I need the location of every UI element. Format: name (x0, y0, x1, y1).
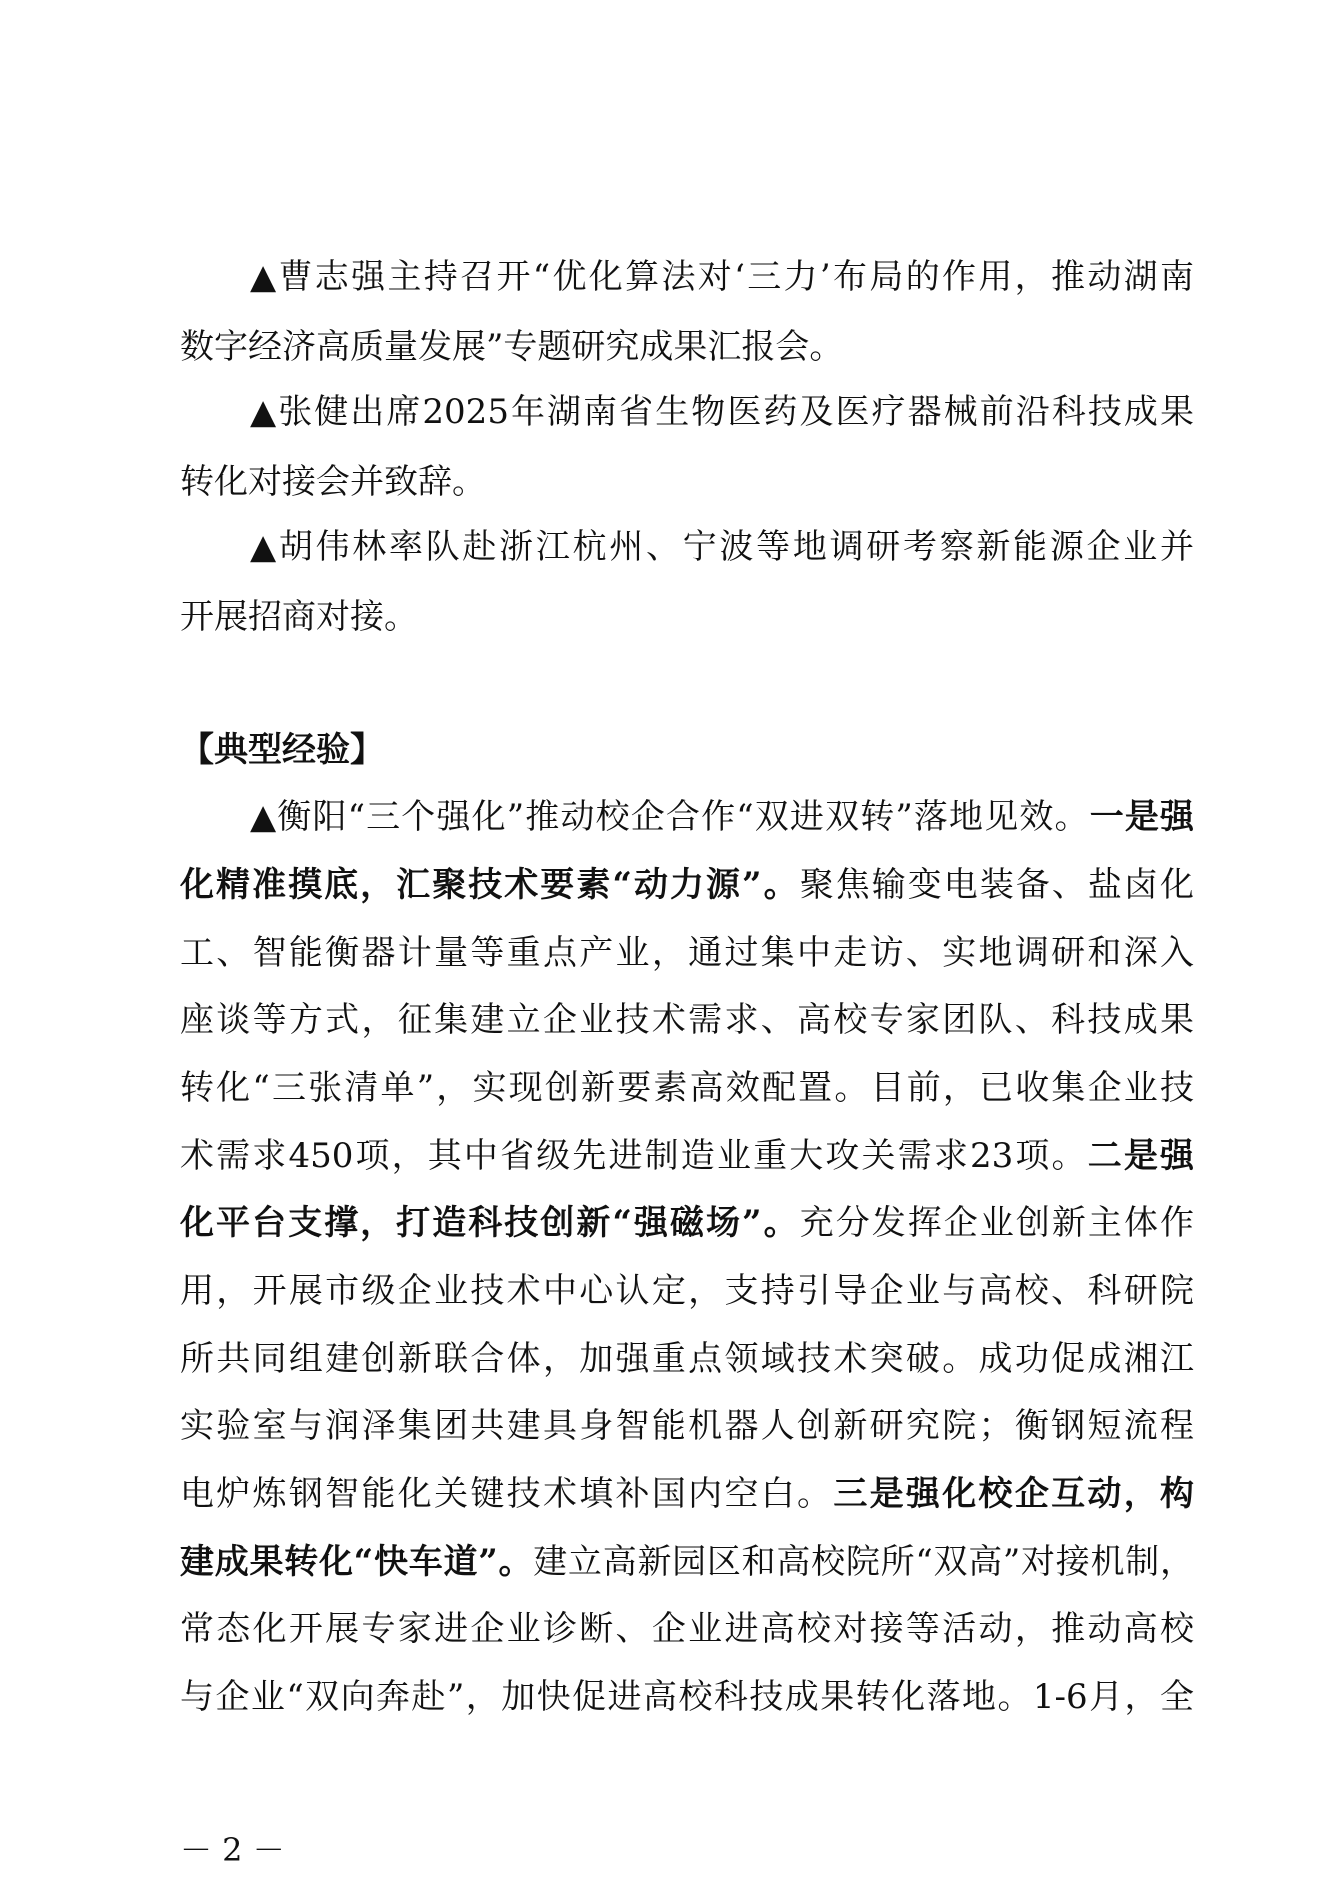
page-number: － 2 － (180, 1831, 285, 1869)
activity-3-line-2: 开展招商对接。 (180, 597, 418, 637)
paragraph-text: ▲衡阳“三个强化”推动校企合作“双进双转”落地见效。 (250, 797, 1090, 837)
paragraph-bold-text: 化平台支撑，打造科技创新“强磁场”。 (180, 1203, 800, 1243)
activity-2-line-1: ▲张健出席2025年湖南省生物医药及医疗器械前沿科技成果 (250, 392, 1194, 432)
activity-2-line-2: 转化对接会并致辞。 (180, 462, 486, 502)
paragraph-line-3: 工、智能衡器计量等重点产业，通过集中走访、实地调研和深入 (180, 933, 1194, 973)
paragraph-line-8: 用，开展市级企业技术中心认定，支持引导企业与高校、科研院 (180, 1271, 1194, 1311)
paragraph-line-2 (180, 863, 1194, 907)
paragraph-line-10: 实验室与润泽集团共建具身智能机器人创新研究院；衡钢短流程 (180, 1406, 1194, 1446)
paragraph-line-7 (180, 1201, 1194, 1245)
paragraph-text: 建立高新园区和高校院所“双高”对接机制， (533, 1542, 1194, 1582)
section-heading: 【典型经验】 (180, 730, 384, 770)
paragraph-line-4: 座谈等方式，征集建立企业技术需求、高校专家团队、科技成果 (180, 1000, 1194, 1040)
paragraph-line-5: 转化“三张清单”，实现创新要素高效配置。目前，已收集企业技 (180, 1068, 1194, 1108)
paragraph-text: 聚焦输变电装备、盐卤化 (799, 865, 1194, 905)
paragraph-line-11 (180, 1472, 1194, 1516)
paragraph-line-6 (180, 1134, 1194, 1178)
paragraph-text: 充分发挥企业创新主体作 (799, 1203, 1194, 1243)
paragraph-line-12 (180, 1540, 1194, 1584)
paragraph-bold-text: 一是强 (1089, 797, 1194, 837)
activity-3-line-1: ▲胡伟林率队赴浙江杭州、宁波等地调研考察新能源企业并 (250, 527, 1194, 567)
paragraph-bold-text: 三是强化校企互动，构 (833, 1474, 1195, 1514)
activity-1-line-1: ▲曹志强主持召开“优化算法对‘三力’布局的作用，推动湖南 (250, 257, 1194, 297)
paragraph-bold-text: 二是强 (1087, 1136, 1194, 1176)
paragraph-text: 电炉炼钢智能化关键技术填补国内空白。 (180, 1474, 834, 1514)
paragraph-bold-text: 建成果转化“快车道”。 (180, 1542, 534, 1582)
activity-1-line-2: 数字经济高质量发展”专题研究成果汇报会。 (180, 327, 844, 367)
paragraph-line-1 (250, 795, 1194, 839)
paragraph-line-13: 常态化开展专家进企业诊断、企业进高校对接等活动，推动高校 (180, 1609, 1194, 1649)
paragraph-bold-text: 化精准摸底，汇聚技术要素“动力源”。 (180, 865, 800, 905)
paragraph-line-14: 与企业“双向奔赴”，加快促进高校科技成果转化落地。1-6月，全 (180, 1677, 1194, 1717)
paragraph-text: 术需求450项，其中省级先进制造业重大攻关需求23项。 (180, 1136, 1088, 1176)
paragraph-line-9: 所共同组建创新联合体，加强重点领域技术突破。成功促成湘江 (180, 1339, 1194, 1379)
